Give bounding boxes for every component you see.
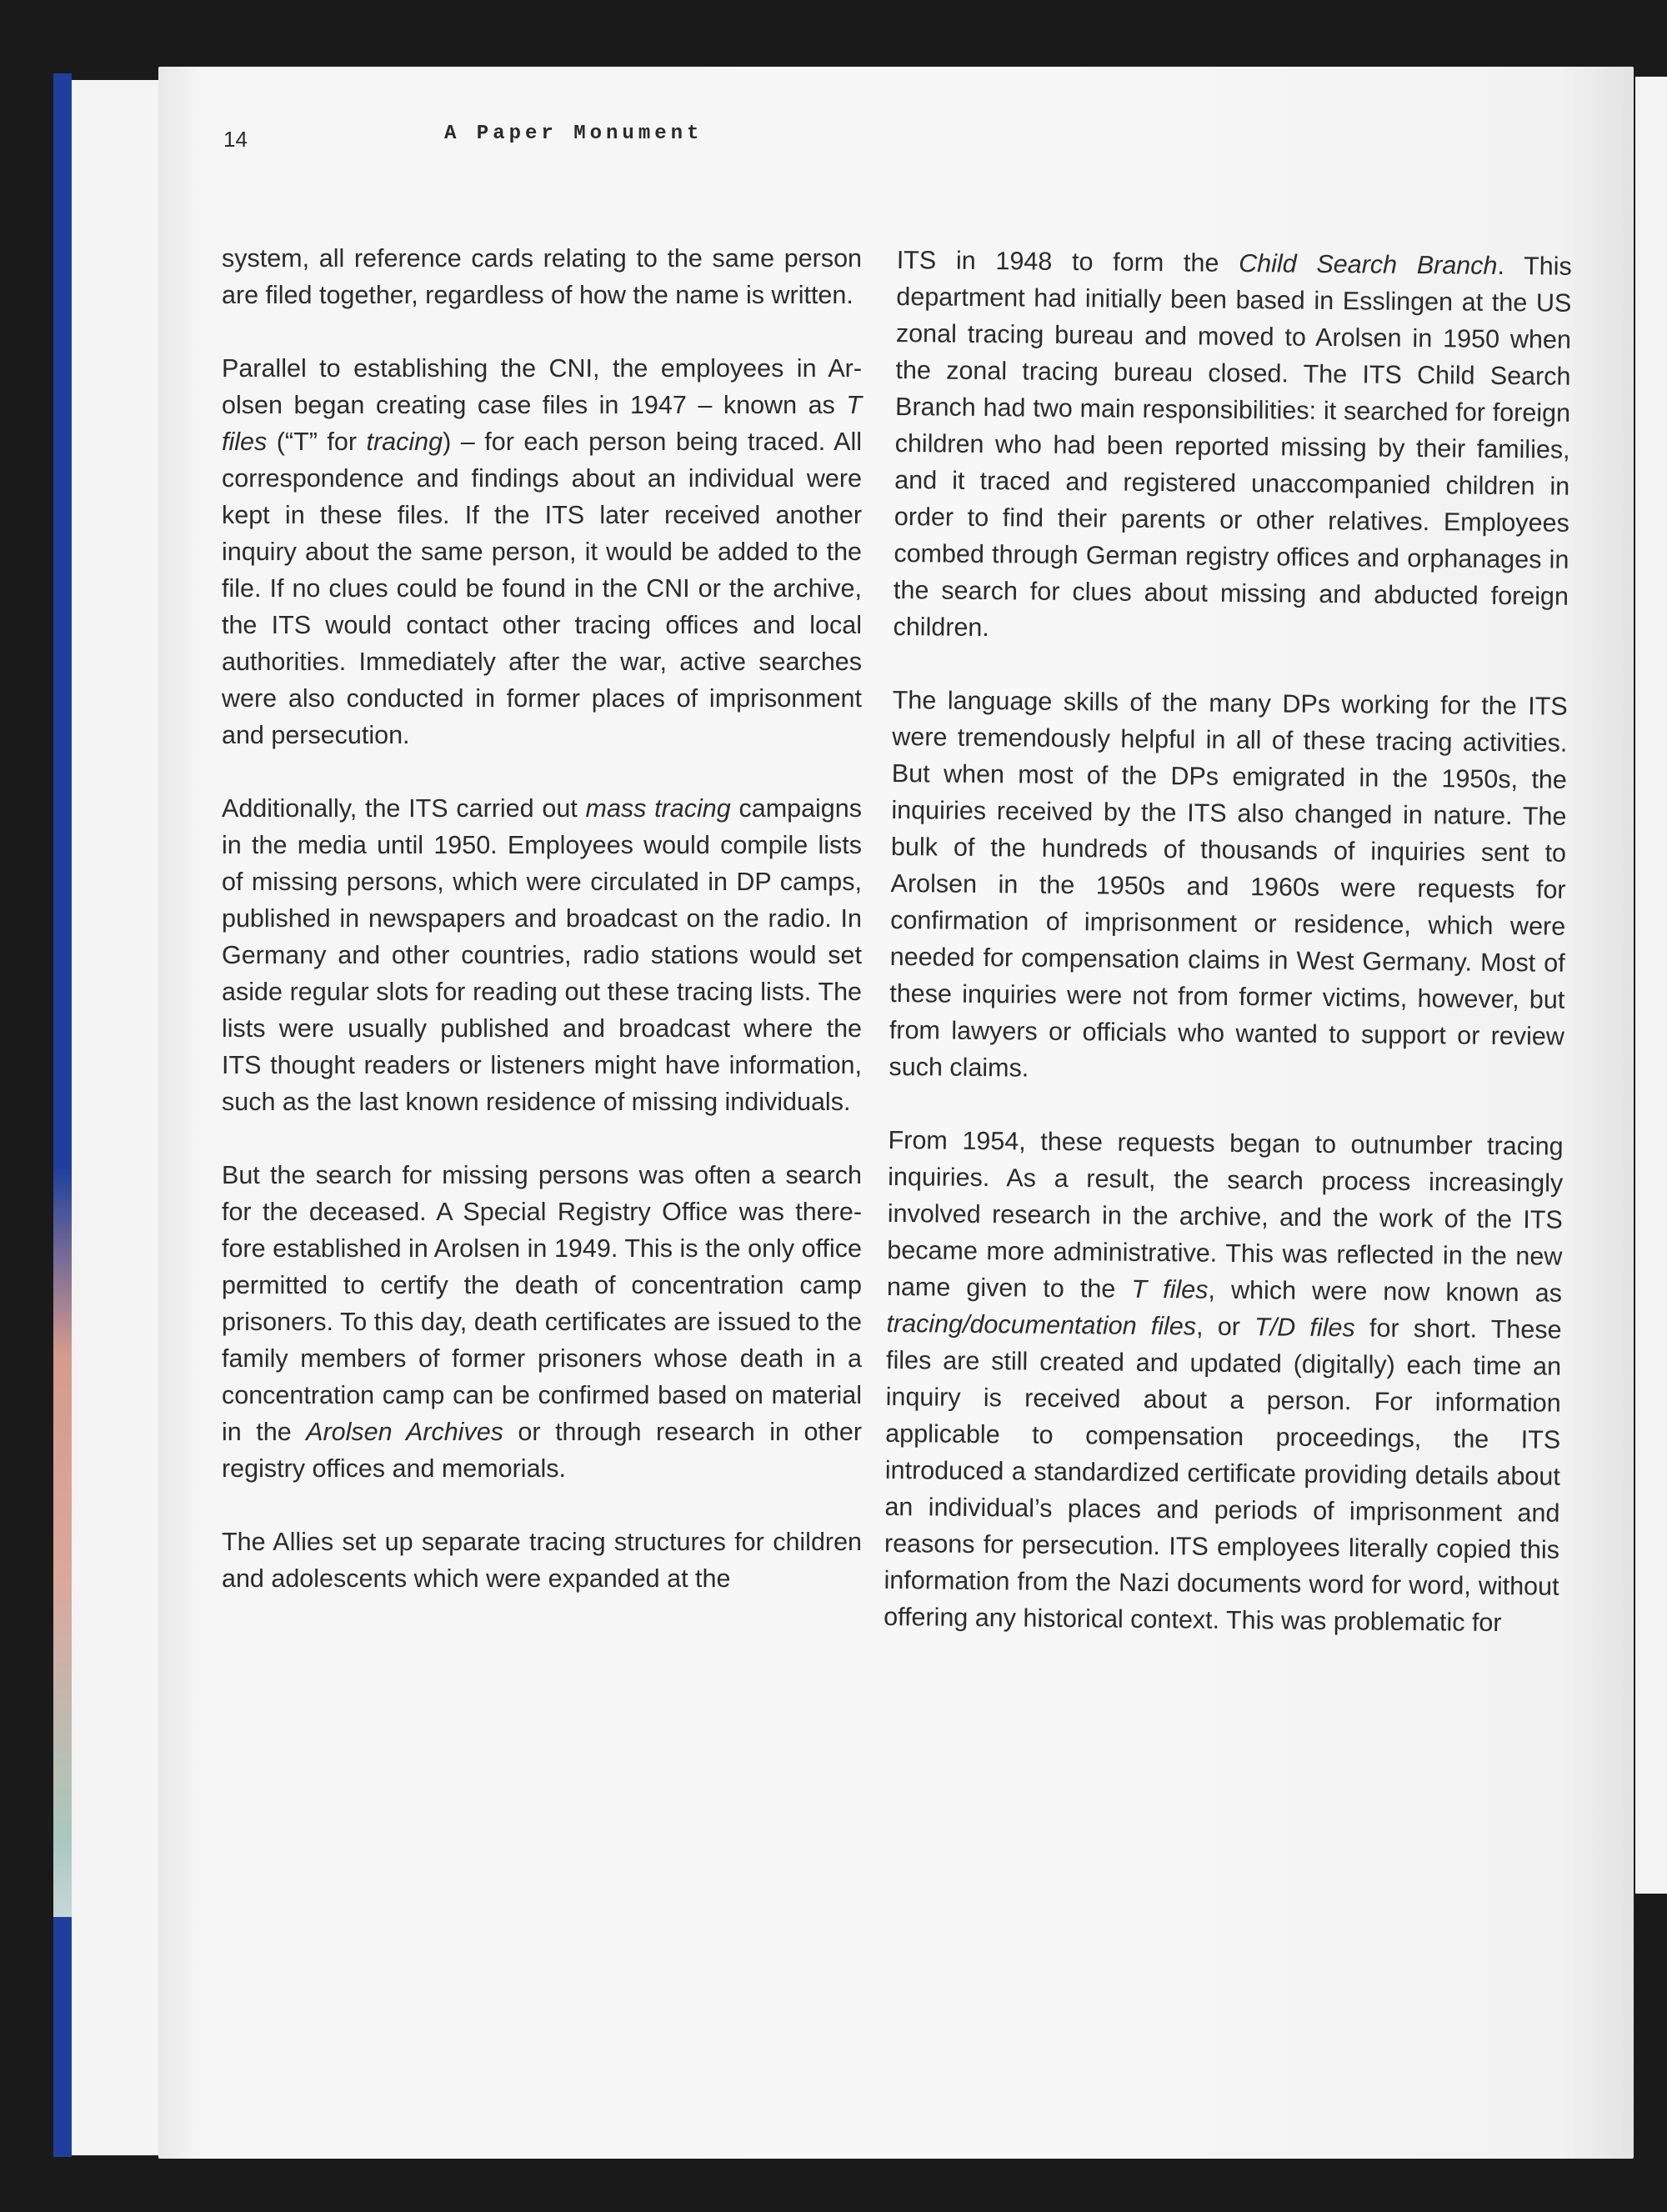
- page-number: 14: [223, 127, 248, 152]
- left-text-column: [222, 240, 862, 1597]
- running-title: A Paper Monument: [444, 123, 703, 145]
- right-text-column: [884, 242, 1572, 1642]
- paragraph: Parallel to establishing the CNI, the employees in Arolsen began creating case files in 1947 – known as T files (“T” for tracing) – for each person being traced. All correspondence and findings about an individual were kept in these files. If the ITS later received another inquiry about the same person, it would be added to the file. If no clues could be found in the CNI or the archive, the ITS would contact other tracing offices and local authorities. Immediately after the war, active searches were also conducted in former places of imprisonment and persecution.: [222, 354, 862, 749]
- paragraph: system, all reference cards relating to the same person are filed together, regardless of how the name is written.: [222, 244, 862, 309]
- cover-color-stain: [53, 1167, 72, 1917]
- paragraph: Additionally, the ITS carried out mass tracing campaigns in the media until 1950. Employees would compile lists of missing persons, which were circulated in DP camps, published in newspapers and broadcast on the radio. In Germany and other countries, radio stations would set aside regular slots for reading out these tracing lists. The lists were usually published and broadcast where the ITS thought readers or listeners might have information, such as the last known residence of missing individuals.: [222, 794, 862, 1116]
- paragraph: The Allies set up separate tracing structures for children and adolescents which were expanded at the: [222, 1528, 862, 1593]
- paragraph: From 1954, these requests began to outnumber tracing inquiries. As a result, the search process increasingly involved research in the archive, and the work of the ITS became more administrative. This was reflected in the new name given to the T files, which were now known as tracing/documentation files, or T/D files for short. These files are still created and updated (digitally) each time an inquiry is received about a person. For information applicable to compensation proceedings, the ITS introduced a standardized certificate providing details about an individual’s places and periods of imprisonment and reasons for persecution. ITS employees literally copied this information from the Nazi documents word for word, without offering any historical context. This was problematic for: [883, 1125, 1564, 1638]
- paragraph: ITS in 1948 to form the Child Search Branch. This department had initially been based in Esslingen at the US zonal tracing bureau and moved to Arolsen in 1950 when the zonal tracing bureau closed. The ITS Child Search Branch had two main responsibilities: it searched for foreign children who had been reported missing by their families, and it traced and registered unaccompanied children in order to find their parents or other relatives. Employees combed through German registry offices and orphanages in the search for clues about missing and abducted foreign children.: [893, 245, 1572, 643]
- paragraph: But the search for missing persons was often a search for the deceased. A Special Registry Office was therefore established in Arolsen in 1949. This is the only office permitted to certify the death of concentration camp prisoners. To this day, death certificates are issued to the family members of former prisoners whose death in a concentration camp can be confirmed based on material in the Arolsen Archives or through research in other registry offices and memorials.: [222, 1161, 862, 1483]
- facing-page-sliver: [1635, 77, 1667, 1894]
- paragraph: The language skills of the many DPs working for the ITS were tremendously helpful in all of these tracing activities. But when most of the DPs emigrated in the 1950s, the inquiries received by the ITS also changed in nature. The bulk of the hundreds of thousands of inquiries sent to Arolsen in the 1950s and 1960s were requests for confirmation of imprisonment or residence, which were needed for compensation claims in West Germany. Most of these inquiries were not from former victims, however, but from lawyers or officials who wanted to support or review such claims.: [889, 685, 1568, 1083]
